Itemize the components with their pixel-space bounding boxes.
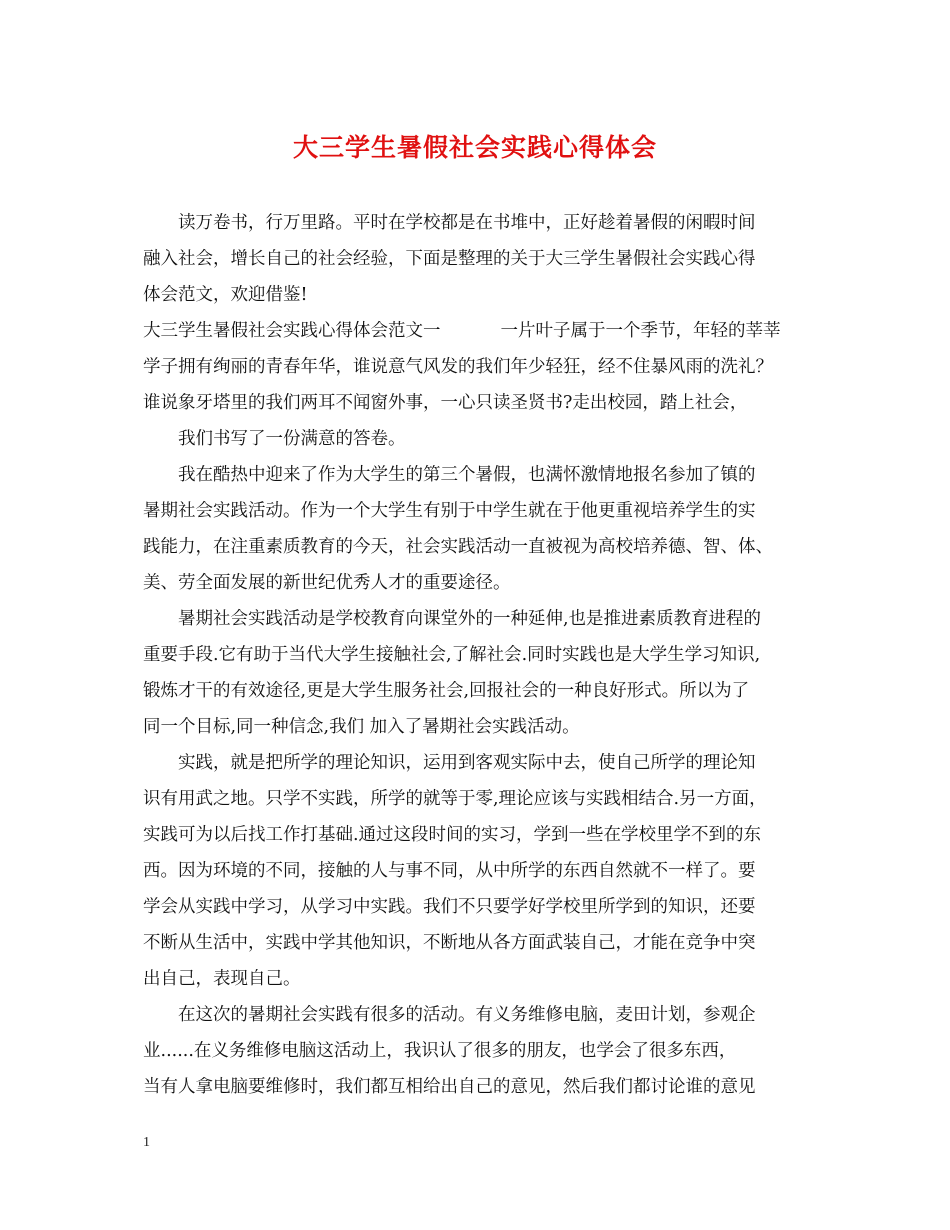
- paragraph-line: 践能力，在注重素质教育的今天，社会实践活动一直被视为高校培养德、智、体、: [143, 537, 773, 557]
- paragraph-line: 美、劳全面发展的新世纪优秀人才的重要途径。: [143, 573, 511, 593]
- paragraph-line: 在这次的暑期社会实践有很多的活动。有义务维修电脑，麦田计划，参观企: [178, 1005, 756, 1025]
- paragraph-line: 学会从实践中学习，从学习中实践。我们不只要学好学校里所学到的知识，还要: [143, 897, 756, 917]
- paragraph-text: 一片叶子属于一个季节，年轻的莘莘: [500, 321, 781, 341]
- paragraph-line: 实践，就是把所学的理论知识，运用到客观实际中去，使自己所学的理论知: [178, 753, 756, 773]
- page-number: 1: [143, 1135, 150, 1150]
- paragraph-line: 实践可为以后找工作打基础.通过这段时间的实习，学到一些在学校里学不到的东: [143, 825, 762, 845]
- paragraph-line: 谁说象牙塔里的我们两耳不闻窗外事，一心只读圣贤书?走出校园，踏上社会，: [143, 393, 748, 413]
- paragraph-line: 当有人拿电脑要维修时，我们都互相给出自己的意见，然后我们都讨论谁的意见: [143, 1077, 756, 1097]
- section-heading-line: [143, 313, 823, 349]
- paragraph-line: 我们书写了一份满意的答卷。: [178, 429, 406, 449]
- paragraph-line: 出自己，表现自己。: [143, 969, 301, 989]
- paragraph-line: 同一个目标,同一种信念,我们 加入了暑期社会实践活动。: [143, 717, 580, 737]
- paragraph-line: 体会范文，欢迎借鉴!: [143, 285, 308, 305]
- paragraph-line: 学子拥有绚丽的青春年华，谁说意气风发的我们年少轻狂，经不住暴风雨的洗礼？: [143, 357, 773, 377]
- paragraph-line: 不断从生活中，实践中学其他知识，不断地从各方面武装自己，才能在竞争中突: [143, 933, 756, 953]
- paragraph-line: 重要手段.它有助于当代大学生接触社会,了解社会.同时实践也是大学生学习知识,: [143, 645, 761, 665]
- paragraph-line: 识有用武之地。只学不实践，所学的就等于零,理论应该与实践相结合.另一方面，: [143, 789, 767, 809]
- paragraph-line: 业......在义务维修电脑这活动上，我识认了很多的朋友，也学会了很多东西，: [143, 1041, 737, 1061]
- paragraph-line: 读万卷书，行万里路。平时在学校都是在书堆中，正好趁着暑假的闲暇时间: [178, 213, 756, 233]
- paragraph-line: 融入社会，增长自己的社会经验，下面是整理的关于大三学生暑假社会实践心得: [143, 249, 756, 269]
- section-heading: 大三学生暑假社会实践心得体会范文一: [143, 321, 441, 341]
- document-body: [143, 205, 823, 1105]
- paragraph-line: 我在酷热中迎来了作为大学生的第三个暑假，也满怀激情地报名参加了镇的: [178, 465, 756, 485]
- paragraph-line: 锻炼才干的有效途径,更是大学生服务社会,回报社会的一种良好形式。所以为了: [143, 681, 750, 701]
- paragraph-line: 暑期社会实践活动。作为一个大学生有别于中学生就在于他更重视培养学生的实: [143, 501, 756, 521]
- document-title: 大三学生暑假社会实践心得体会: [292, 133, 657, 162]
- paragraph-line: 西。因为环境的不同，接触的人与事不同，从中所学的东西自然就不一样了。要: [143, 861, 756, 881]
- paragraph-line: 暑期社会实践活动是学校教育向课堂外的一种延伸,也是推进素质教育进程的: [178, 609, 762, 629]
